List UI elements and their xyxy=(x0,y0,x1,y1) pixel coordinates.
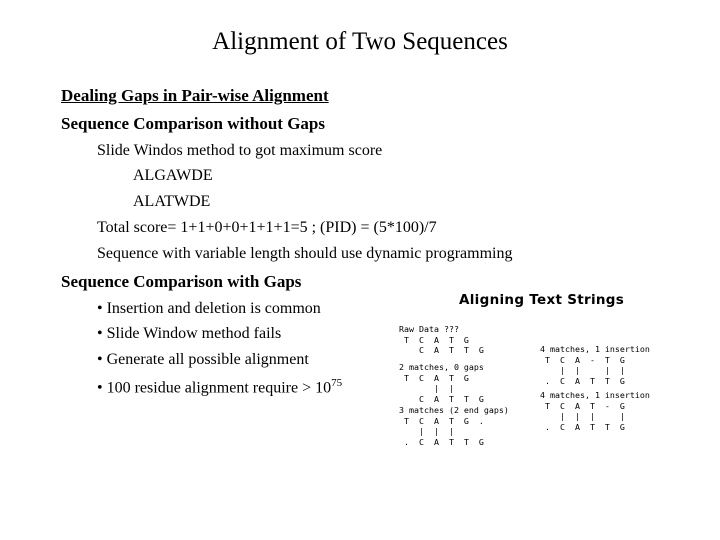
figure-title: Aligning Text Strings xyxy=(459,292,625,308)
bullet-residue xyxy=(97,377,342,397)
bullet-residue-exponent: 75 xyxy=(331,377,343,389)
heading-dealing-gaps: Dealing Gaps in Pair-wise Alignment xyxy=(61,86,329,105)
bullet-slide-window: • Slide Window method fails xyxy=(97,325,282,342)
heading-with-gaps: Sequence Comparison with Gaps xyxy=(61,272,302,291)
sequence-2: ALATWDE xyxy=(133,193,211,210)
bullet-residue-text: • 100 residue alignment require > 10 xyxy=(97,379,332,397)
nogap-line-1: Slide Windos method to got maximum score xyxy=(97,142,383,159)
raw-data-block: Raw Data ??? T C A T G C A T T G xyxy=(399,324,484,355)
insertion-block-2: 4 matches, 1 insertion T C A T - G | | | | . C A T T G xyxy=(540,390,650,432)
insertion-block-1: 4 matches, 1 insertion T C A - T G | | | | . C A T T G xyxy=(540,344,650,386)
total-score-line: Total score= 1+1+0+0+1+1+1=5 ; (PID) = (5*100)/7 xyxy=(97,219,437,236)
page-title: Alignment of Two Sequences xyxy=(212,28,508,55)
end-gaps-block: 3 matches (2 end gaps) T C A T G . | | | . C A T T G xyxy=(399,405,509,447)
zero-gaps-block: 2 matches, 0 gaps T C A T G | | C A T T G xyxy=(399,362,484,404)
sequence-1: ALGAWDE xyxy=(133,167,213,184)
heading-without-gaps: Sequence Comparison without Gaps xyxy=(61,114,326,133)
bullet-generate: • Generate all possible alignment xyxy=(97,351,309,368)
variable-length-line: Sequence with variable length should use dynamic programming xyxy=(97,245,513,262)
bullet-insertion: • Insertion and deletion is common xyxy=(97,300,321,317)
